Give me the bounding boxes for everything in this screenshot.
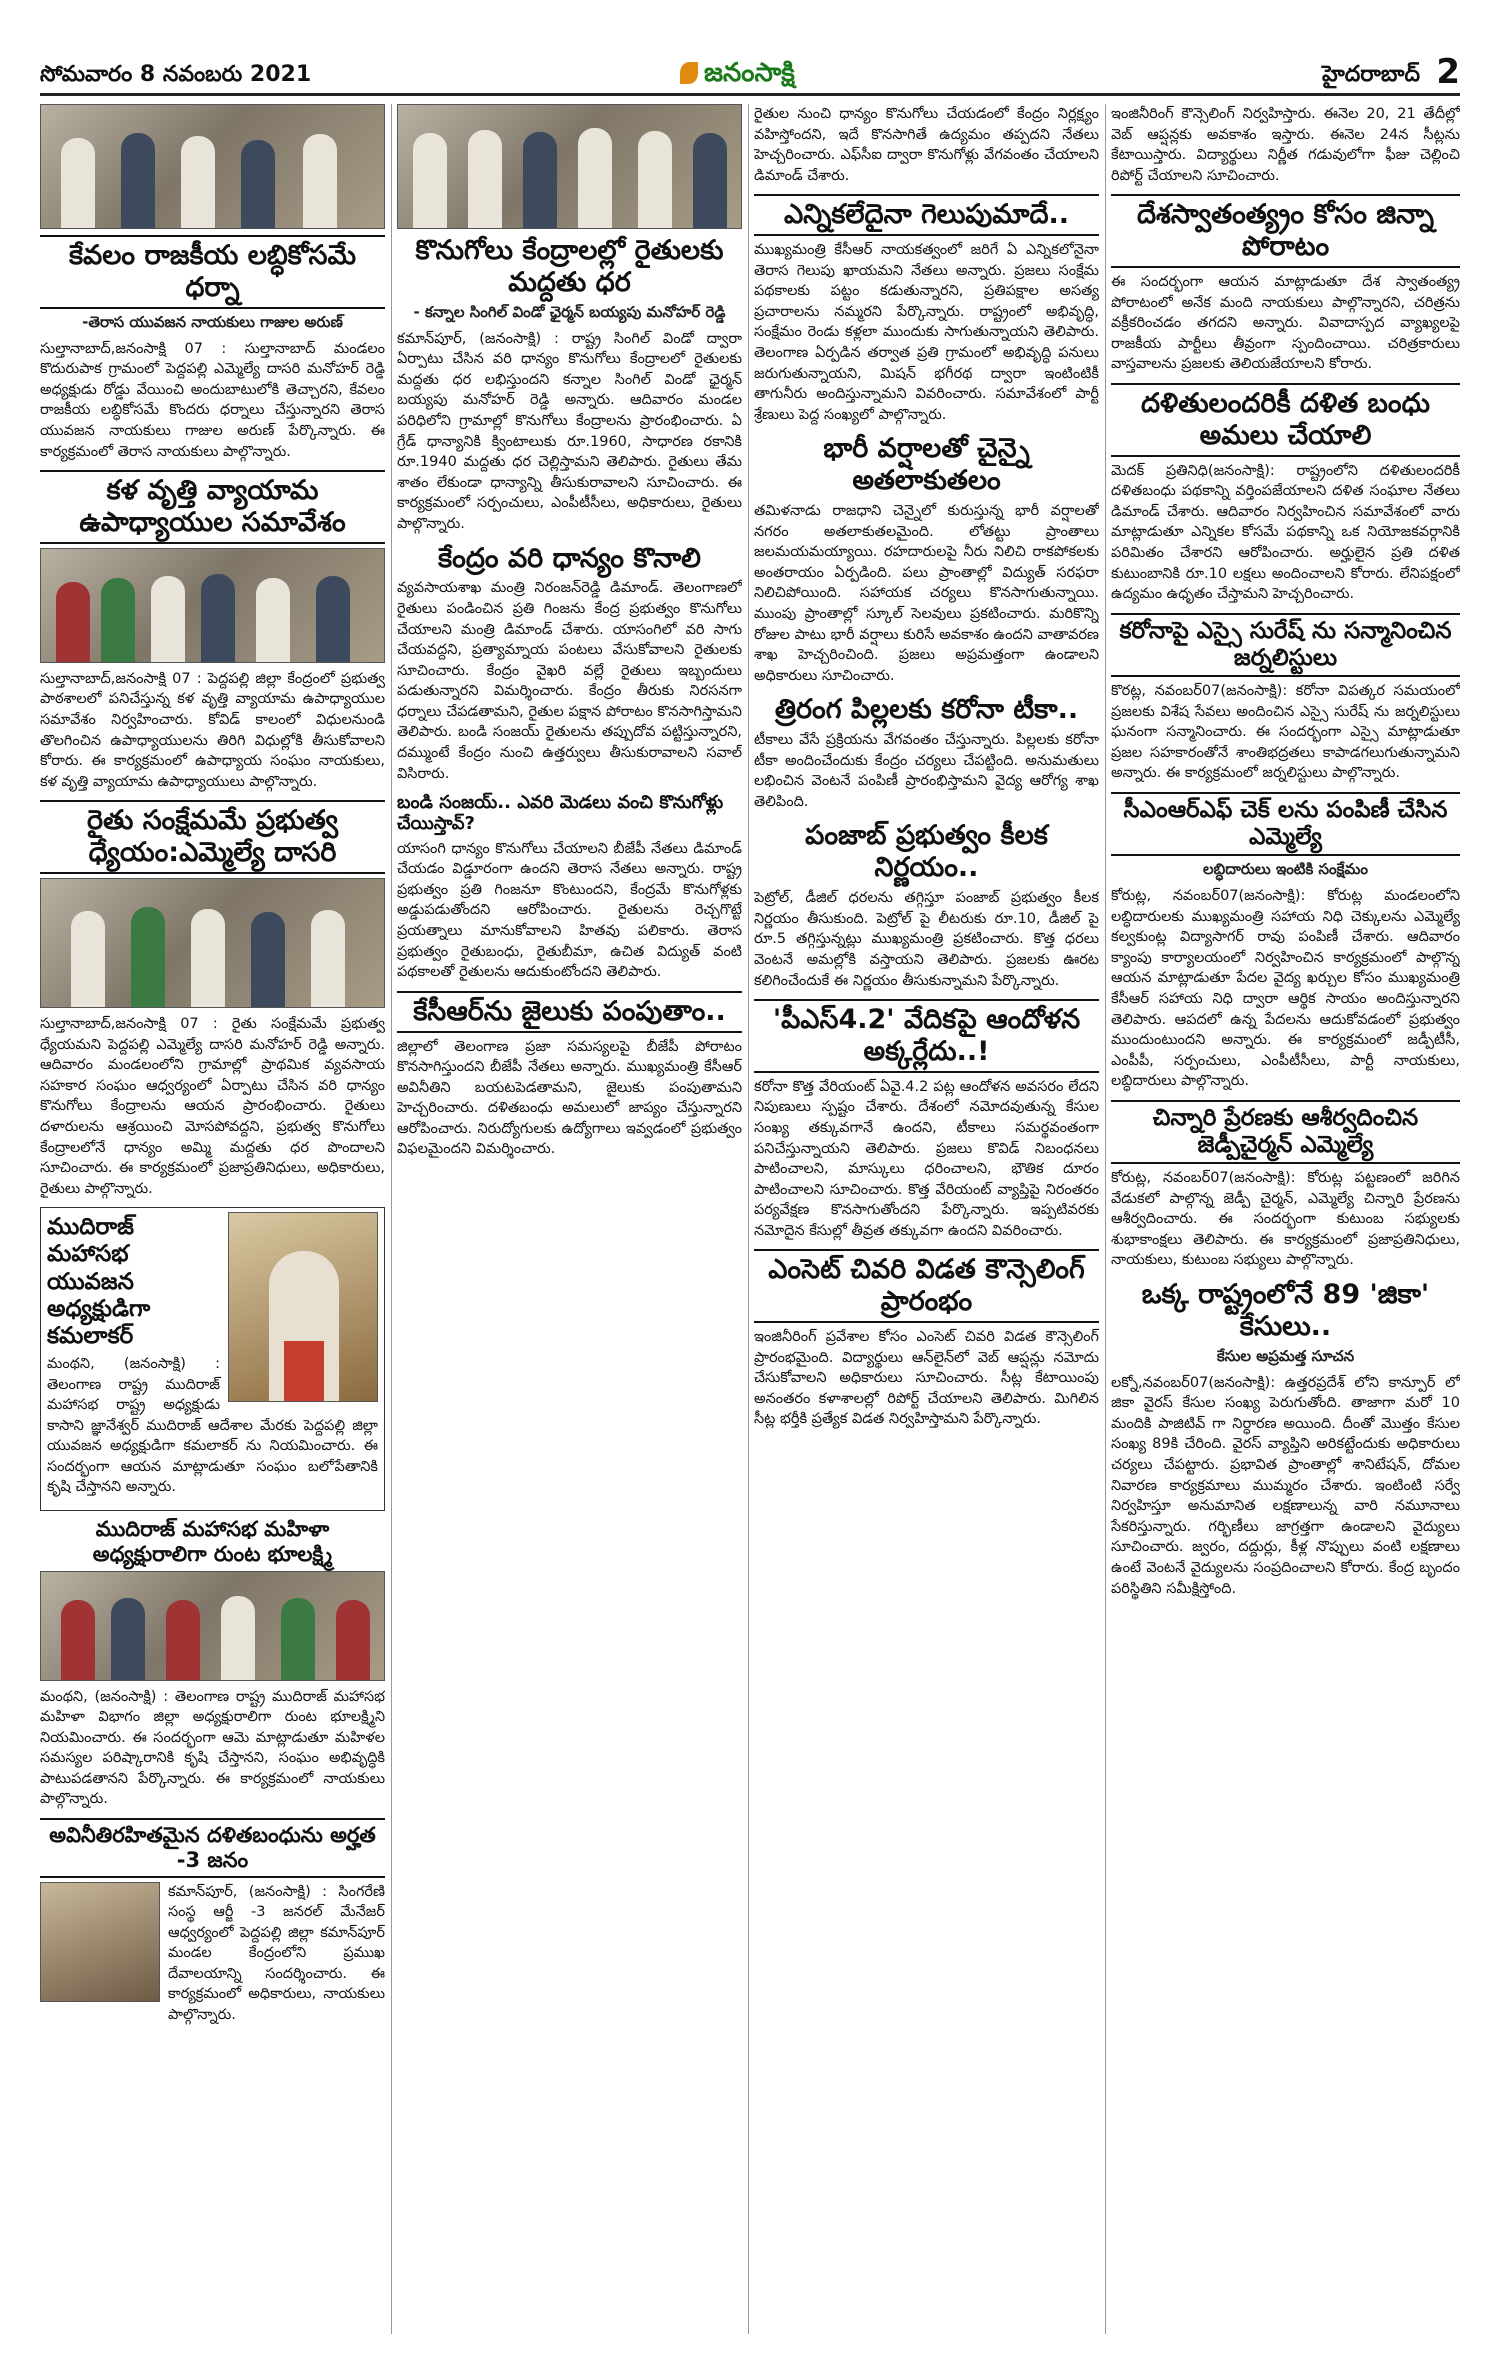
article-body: యాసంగి ధాన్యం కొనుగోలు చేయాలని బీజేపీ నేతలు డిమాండ్ చేయడం విడ్డూరంగా ఉందని తెరాస నేతలు అన్నారు. రాష్ట్ర ప్రభుత్వం ప్రతి గింజనూ కొంటుందని, కేంద్రమే కొనుగోళ్లకు అడ్డుపడుతోందని ఆరోపించారు. రైతులను రెచ్చగొట్టే ప్రయత్నాలు మానుకోవాలని హితవు పలికారు. తెరాస ప్రభుత్వం రైతుబంధు, రైతుబీమా, ఉచిత విద్యుత్ వంటి పథకాలతో రైతులను ఆదుకుంటోందని తెలిపారు. bbox=[397, 840, 742, 981]
news-photo-youth-leaders bbox=[40, 104, 385, 229]
newspaper-logo bbox=[680, 58, 795, 94]
article-headline: కేవలం రాజకీయ లబ్ధికోసమే ధర్నా bbox=[40, 235, 385, 309]
article-body: ఇంజినీరింగ్ కౌన్సెలింగ్ నిర్వహిస్తారు. ఈనెల 20, 21 తేదీల్లో వెబ్ ఆప్షన్లకు అవకాశం ఇస్తారు. ఈనెల 24న సీట్లను కేటాయిస్తారు. విద్యార్థులు నిర్ణీత గడువులోగా ఫీజు చెల్లించి రిపోర్ట్ చేయాలని సూచించారు. bbox=[1111, 106, 1460, 184]
article-headline: ముదిరాజ్ మహాసభ మహిళా అధ్యక్షురాలిగా రుంట భూలక్ష్మి bbox=[92, 1516, 333, 1566]
article-headline: దళితులందరికీ దళిత బంధు అమలు చేయాలి bbox=[1111, 383, 1460, 457]
article-headline: కొనుగోలు కేంద్రాలల్లో రైతులకు మద్దతు ధర bbox=[415, 235, 724, 298]
article-headline: ఎన్నికలేదైనా గెలుపుమాదే.. bbox=[754, 194, 1099, 236]
news-photo-women-wing bbox=[40, 1571, 385, 1681]
article-body: వ్యవసాయశాఖ మంత్రి నిరంజన్‌రెడ్డి డిమాండ్. తెలంగాణలో రైతులు పండించిన ప్రతి గింజను కేంద్ర ప్రభుత్వం కొనుగోలు చేయాలని మంత్రి డిమాండ్ చేశారు. యాసంగిలో వరి సాగు చేయవద్దని, ప్రత్యామ్నాయ పంటలు వేసుకోవాలని రైతులకు సూచించారు. కేంద్రం వైఖరి వల్లే రైతులు ఇబ్బందులు పడుతున్నారని విమర్శించారు. కేంద్రం తీరుకు నిరసనగా ధర్నాలు చేపడతామని, రైతుల పక్షాన పోరాటం కొనసాగిస్తామని తెలిపారు. బండి సంజయ్ రైతులను తప్పుదోవ పట్టిస్తున్నారని, దమ్ముంటే కేంద్రం నుంచి ఉత్తర్వులు తీసుకురావాలని సవాల్ విసిరారు. bbox=[397, 580, 742, 782]
article-body: జిల్లాలో తెలంగాణ ప్రజా సమస్యలపై బీజేపీ పోరాటం కొనసాగిస్తుందని బీజేపీ నేతలు అన్నారు. ముఖ్యమంత్రి కేసీఆర్ అవినీతిని బయటపెడతామని, జైలుకు పంపుతామని హెచ్చరించారు. దళితబంధు అమలులో జాప్యం చేస్తున్నారని ఆరోపించారు. నిరుద్యోగులకు ఉద్యోగాలు ఇవ్వడంలో ప్రభుత్వం విఫలమైందని విమర్శించారు. bbox=[397, 1038, 742, 1158]
page-number: 2 bbox=[1436, 52, 1460, 92]
article-body: తమిళనాడు రాజధాని చెన్నైలో కురుస్తున్న భారీ వర్షాలతో నగరం అతలాకుతలమైంది. లోతట్టు ప్రాంతాలు జలమయమయ్యాయి. రహదారులపై నీరు నిలిచి రాకపోకలకు అంతరాయం ఏర్పడింది. పలు ప్రాంతాల్లో విద్యుత్ సరఫరా నిలిచిపోయింది. సహాయక చర్యలు కొనసాగుతున్నాయి. ముంపు ప్రాంతాల్లో స్కూల్ సెలవులు ప్రకటించారు. మరికొన్ని రోజుల పాటు భారీ వర్షాలు కురిసే అవకాశం ఉందని వాతావరణ శాఖ హెచ్చరించింది. ప్రజలు అప్రమత్తంగా ఉండాలని అధికారులు సూచించారు. bbox=[754, 503, 1099, 684]
leaf-icon bbox=[680, 62, 698, 84]
news-photo-paddy-centre bbox=[397, 104, 742, 229]
article-body: కమాన్‌పూర్, (జనంసాక్షి) : సింగరేణి సంస్థ ఆర్జీ -3 జనరల్ మేనేజర్ ఆధ్వర్యంలో పెద్దపల్లి జిల్లా కమాన్‌పూర్ మండల కేంద్రంలోని ప్రముఖ దేవాలయాన్ని సందర్శించారు. ఈ కార్యక్రమంలో అధికారులు, నాయకులు పాల్గొన్నారు. bbox=[168, 1883, 385, 2023]
news-photo-teachers-meeting bbox=[40, 548, 385, 663]
column-divider bbox=[391, 104, 392, 2334]
article-body: మంథని, (జనంసాక్షి) : తెలంగాణ రాష్ట్ర ముదిరాజ్ మహాసభ మహిళా విభాగం జిల్లా అధ్యక్షురాలిగా రుంట భూలక్ష్మిని నియమించారు. ఈ సందర్భంగా ఆమె మాట్లాడుతూ మహిళల సమస్యల పరిష్కారానికి కృషి చేస్తానని, సంఘం అభివృద్ధికి పాటుపడతానని పేర్కొన్నారు. ఈ కార్యక్రమంలో నాయకులు పాల్గొన్నారు. bbox=[40, 1688, 385, 1808]
article-headline: చిన్నారి ప్రేరణకు ఆశీర్వదించిన జెడ్పీచైర్మన్ ఎమ్మెల్యే bbox=[1111, 1100, 1460, 1164]
edition-city: హైదరాబాద్ bbox=[1322, 62, 1420, 87]
article-body: కోరుట్ల, నవంబర్07(జనంసాక్షి): కోరుట్ల మండలంలోని లబ్ధిదారులకు ముఖ్యమంత్రి సహాయ నిధి చెక్కులను ఎమ్మెల్యే కల్వకుంట్ల విద్యాసాగర్ రావు పంపిణీ చేశారు. ఆదివారం క్యాంపు కార్యాలయంలో నిర్వహించిన కార్యక్రమంలో పాల్గొన్న ఆయన మాట్లాడుతూ పేదల వైద్య ఖర్చుల కోసం ముఖ్యమంత్రి కేసీఆర్ సహాయ నిధి ద్వారా ఆర్థిక సాయం అందిస్తున్నారని తెలిపారు. ఆపదలో ఉన్న పేదలను ఆదుకోవడంలో ప్రభుత్వం ముందుంటుందని అన్నారు. ఈ కార్యక్రమంలో జడ్పీటీసీ, ఎంపీపీ, సర్పంచులు, ఎంపీటీసీలు, పార్టీ నాయకులు, లబ్ధిదారులు పాల్గొన్నారు. bbox=[1111, 888, 1460, 1090]
article-body: కోరుట్ల, నవంబర్07(జనంసాక్షి): కోరుట్ల పట్టణంలో జరిగిన వేడుకలో పాల్గొన్న జెడ్పీ చైర్మన్, ఎమ్మెల్యే చిన్నారి ప్రేరణను ఆశీర్వదించారు. ఈ సందర్భంగా కుటుంబ సభ్యులకు శుభాకాంక్షలు తెలిపారు. ఈ కార్యక్రమంలో ప్రజాప్రతినిధులు, నాయకులు, కుటుంబ సభ్యులు పాల్గొన్నారు. bbox=[1111, 1170, 1460, 1269]
article-headline: భారీ వర్షాలతో చైన్నై అతలాకుతలం bbox=[823, 433, 1030, 497]
article-body: కరోనా కొత్త వేరియంట్ ఏవై.4.2 పట్ల ఆందోళన అవసరం లేదని నిపుణులు స్పష్టం చేశారు. దేశంలో నమోదవుతున్న కేసుల సంఖ్య తక్కువగానే ఉందని, టీకాలు సమర్థవంతంగా పనిచేస్తున్నాయని తెలిపారు. ప్రజలు కొవిడ్ నిబంధనలు పాటించాలని, మాస్కులు ధరించాలని, భౌతిక దూరం పాటించాలని సూచించారు. కొత్త వేరియంట్ వ్యాప్తిపై నిరంతరం పర్యవేక్షణ కొనసాగుతోందని పేర్కొన్నారు. ఇప్పటివరకు నమోదైన కేసుల్లో తీవ్రత తక్కువగా ఉందని వివరించారు. bbox=[754, 1078, 1099, 1239]
article-body: మంథని, (జనంసాక్షి) : తెలంగాణ రాష్ట్ర ముదిరాజ్ మహాసభ రాష్ట్ర అధ్యక్షుడు కాసాని జ్ఞానేశ్వర్ ముదిరాజ్ ఆదేశాల మేరకు పెద్దపల్లి జిల్లా యువజన అధ్యక్షుడిగా కమలాకర్ ను నియమించారు. ఈ సందర్భంగా ఆయన మాట్లాడుతూ సంఘం బలోపేతానికి కృషి చేస్తానని అన్నారు. bbox=[47, 1355, 378, 1496]
article-body: లక్నో,నవంబర్07(జనంసాక్షి): ఉత్తరప్రదేశ్ లోని కాన్పూర్ లో జికా వైరస్ కేసుల సంఖ్య పెరుగుతోంది. తాజాగా మరో 10 మందికి పాజిటివ్ గా నిర్ధారణ అయింది. దీంతో మొత్తం కేసుల సంఖ్య 89కి చేరింది. వైరస్ వ్యాప్తిని అరికట్టేందుకు అధికారులు చర్యలు చేపట్టారు. ప్రభావిత ప్రాంతాల్లో శానిటేషన్, దోమల నివారణ కార్యక్రమాలు ముమ్మరం చేశారు. ఇంటింటి సర్వే నిర్వహిస్తూ అనుమానిత లక్షణాలున్న వారి నమూనాలు సేకరిస్తున్నారు. గర్భిణీలు జాగ్రత్తగా ఉండాలని వైద్యులు సూచించారు. జ్వరం, దద్దుర్లు, కీళ్ల నొప్పులు వంటి లక్షణాలు ఉంటే వెంటనే వైద్యులను సంప్రదించాలని కోరారు. కేంద్ర బృందం పరిస్థితిని సమీక్షిస్తోంది. bbox=[1111, 1374, 1460, 1597]
article-headline: పంజాబ్ ప్రభుత్వం కీలక నిర్ణయం.. bbox=[805, 820, 1048, 884]
article-headline: కేంద్రం వరి ధాన్యం కొనాలి bbox=[438, 542, 701, 574]
column-1 bbox=[40, 104, 385, 2334]
article-body: సుల్తానాబాద్,జనంసాక్షి 07 : సుల్తానాబాద్ మండలం కొదురుపాక గ్రామంలో పెద్దపల్లి ఎమ్మెల్యే దాసరి మనోహర్ రెడ్డి అధ్యక్షుడు రోడ్డు వేయించి అందుబాటులోకి తెచ్చారని, కేవలం రాజకీయ లబ్ధికోసమే కొందరు ధర్నాలు చేస్తున్నారని తెరాస యువజన నాయకులు గాజుల అరుణ్ పేర్కొన్నారు. ఈ కార్యక్రమంలో తెరాస నాయకులు పాల్గొన్నారు. bbox=[40, 340, 385, 460]
article-box bbox=[40, 1207, 385, 1511]
article-subheadline: -తెరాస యువజన నాయకులు గాజుల అరుణ్ bbox=[82, 312, 343, 331]
column-2 bbox=[397, 104, 742, 2334]
article-body: మెదక్ ప్రతినిధి(జనంసాక్షి): రాష్ట్రంలోని దళితులందరికీ దళితబంధు పథకాన్ని వర్తింపజేయాలని దళిత సంఘాల నేతలు డిమాండ్ చేశారు. ఆదివారం నిర్వహించిన సమావేశంలో వారు మాట్లాడుతూ ఎన్నికల కోసమే పథకాన్ని ఒక నియోజకవర్గానికి పరిమితం చేశారని ఆరోపించారు. అర్హులైన ప్రతి దళిత కుటుంబానికి రూ.10 లక్షలు అందించాలని కోరారు. లేనిపక్షంలో ఉద్యమం ఉధృతం చేస్తామని హెచ్చరించారు. bbox=[1111, 462, 1460, 603]
article-subheadline: - కన్నాల సింగిల్ విండో ఛైర్మన్ బయ్యపు మనోహర్ రెడ్డి bbox=[413, 302, 726, 321]
article-headline: ఒక్క రాష్ట్రంలోనే 89 'జికా' కేసులు.. bbox=[1141, 1279, 1430, 1342]
article-body: టీకాలు వేసే ప్రక్రియను వేగవంతం చేస్తున్నారు. పిల్లలకు కరోనా టీకా అందించేందుకు కేంద్రం చర్యలు చేపట్టింది. అనుమతులు లభించిన వెంటనే పంపిణీ ప్రారంభిస్తామని వైద్య ఆరోగ్య శాఖ తెలిపింది. bbox=[754, 732, 1099, 810]
column-divider bbox=[748, 104, 749, 2334]
article-headline: సీఎంఆర్ఎఫ్ చెక్ లను పంపిణీ చేసిన ఎమ్మెల్యే bbox=[1111, 792, 1460, 856]
logo-text: జనంసాక్షి bbox=[704, 58, 795, 88]
article-headline: ముదిరాజ్ మహాసభ యువజన అధ్యక్షుడిగా కమలాకర్ bbox=[47, 1214, 151, 1349]
article-headline: రైతు సంక్షేమమే ప్రభుత్వ ధ్యేయం:ఎమ్మెల్యే దాసరి bbox=[40, 800, 385, 874]
column-divider bbox=[1105, 104, 1106, 2334]
article-body: కొరట్ల, నవంబర్07(జనంసాక్షి): కరోనా విపత్కర సమయంలో ప్రజలకు విశేష సేవలు అందించిన ఎస్సై సురేష్ ను జర్నలిస్టులు ఘనంగా సన్మానించారు. ఈ సందర్భంగా ఎస్సై మాట్లాడుతూ ప్రజల సహకారంతోనే శాంతిభద్రతలు కాపాడగలుగుతున్నామని అన్నారు. ఈ కార్యక్రమంలో జర్నలిస్టులు పాల్గొన్నారు. bbox=[1111, 682, 1460, 782]
news-photo-temple-visit bbox=[40, 1882, 160, 2002]
article-body: సుల్తానాబాద్,జనంసాక్షి 07 : రైతు సంక్షేమమే ప్రభుత్వ ధ్యేయమని పెద్దపల్లి ఎమ్మెల్యే దాసరి మనోహర్ రెడ్డి అన్నారు. ఆదివారం మండలంలోని గ్రామాల్లో ప్రాథమిక వ్యవసాయ సహకార సంఘం ఆధ్వర్యంలో ఏర్పాటు చేసిన వరి ధాన్యం కొనుగోలు కేంద్రాలను ఆయన ప్రారంభించారు. రైతులు దళారులను ఆశ్రయించి మోసపోవద్దని, ప్రభుత్వ కొనుగోలు కేంద్రాలలోనే ధాన్యం అమ్మి మద్దతు ధర పొందాలని సూచించారు. ఈ కార్యక్రమంలో ప్రజాప్రతినిధులు, అధికారులు, రైతులు పాల్గొన్నారు. bbox=[40, 1016, 385, 1197]
article-subheadline: కేసుల అప్రమత్త సూచన bbox=[1216, 1346, 1355, 1365]
article-headline: త్రిరంగ పిల్లలకు కరోనా టీకా.. bbox=[774, 694, 1079, 726]
article-headline: కరోనాపై ఎస్సై సురేష్ ను సన్మానించిన జర్నలిస్టులు bbox=[1111, 613, 1460, 677]
column-3 bbox=[754, 104, 1099, 2334]
column-4 bbox=[1111, 104, 1460, 2334]
article-body: ఈ సందర్భంగా ఆయన మాట్లాడుతూ దేశ స్వాతంత్య్ర పోరాటంలో అనేక మంది నాయకులు పాల్గొన్నారని, చరిత్రను వక్రీకరించడం తగదని అన్నారు. వివాదాస్పద వ్యాఖ్యలపై రాజకీయ పార్టీలు తీవ్రంగా స్పందించాయి. చరిత్రకారులు వాస్తవాలను ప్రజలకు తెలియజేయాలని కోరారు. bbox=[1111, 274, 1460, 373]
article-headline: అవినీతిరహితమైన దళితబంధును అర్హత -3 జనం bbox=[40, 1818, 385, 1878]
article-body: కమాన్‌పూర్, (జనంసాక్షి) : రాష్ట్ర సింగిల్ విండో ద్వారా ఏర్పాటు చేసిన వరి ధాన్యం కొనుగోలు కేంద్రాలలో రైతులకు మద్దతు ధర లభిస్తుందని కన్నాల సింగిల్ విండో ఛైర్మన్ బయ్యపు మనోహర్ రెడ్డి అన్నారు. ఆదివారం మండల పరిధిలోని గ్రామాల్లో కొనుగోలు కేంద్రాలను ప్రారంభించారు. ఏ గ్రేడ్ ధాన్యానికి క్వింటాలుకు రూ.1960, సాధారణ రకానికి రూ.1940 మద్దతు ధర చెల్లిస్తామని తెలిపారు. రైతులు తేమ శాతం లేకుండా ధాన్యాన్ని తీసుకురావాలని సూచించారు. ఈ కార్యక్రమంలో సర్పంచులు, ఎంపీటీసీలు, అధికారులు, రైతులు పాల్గొన్నారు. bbox=[397, 330, 742, 532]
portrait-photo bbox=[228, 1212, 378, 1402]
article-body: ముఖ్యమంత్రి కేసీఆర్ నాయకత్వంలో జరిగే ఏ ఎన్నికలోనైనా తెరాస గెలుపు ఖాయమని నేతలు అన్నారు. ప్రజలు సంక్షేమ పథకాలకు పట్టం కడుతున్నారని, ప్రతిపక్షాల అసత్య ప్రచారాలను నమ్మరని పేర్కొన్నారు. రాష్ట్రంలో అభివృద్ధి, సంక్షేమం రెండు కళ్లలా ముందుకు సాగుతున్నాయని తెలిపారు. తెలంగాణ ఏర్పడిన తర్వాత ప్రతి గ్రామంలో అభివృద్ధి పనులు జరుగుతున్నాయని, మిషన్ భగీరథ ద్వారా ఇంటింటికీ తాగునీరు అందిస్తున్నామని వివరించారు. సమావేశంలో పార్టీ శ్రేణులు పెద్ద సంఖ్యలో పాల్గొన్నారు. bbox=[754, 242, 1099, 423]
article-headline: దేశస్వాతంత్య్రం కోసం జిన్నా పోరాటం bbox=[1111, 194, 1460, 268]
article-body: ఇంజినీరింగ్ ప్రవేశాల కోసం ఎంసెట్ చివరి విడత కౌన్సెలింగ్ ప్రారంభమైంది. విద్యార్థులు ఆన్‌లైన్‌లో వెబ్ ఆప్షన్లు నమోదు చేసుకోవాలని అధికారులు సూచించారు. సీట్ల కేటాయింపు అనంతరం కళాశాలల్లో రిపోర్ట్ చేయాలని తెలిపారు. మిగిలిన సీట్ల భర్తీకి ప్రత్యేక విడత నిర్వహిస్తామని పేర్కొన్నారు. bbox=[754, 1329, 1099, 1428]
article-headline: బండి సంజయ్.. ఎవరి మెడలు వంచి కొనుగోళ్లు చేయిస్తావ్? bbox=[397, 792, 724, 835]
masthead bbox=[40, 52, 1460, 96]
news-photo-mla-event bbox=[40, 878, 385, 1008]
article-headline: కళ వృత్తి వ్యాయామ ఉపాధ్యాయుల సమావేశం bbox=[40, 470, 385, 544]
article-body: రైతుల నుంచి ధాన్యం కొనుగోలు చేయడంలో కేంద్రం నిర్లక్ష్యం వహిస్తోందని, ఇదే కొనసాగితే ఉద్యమం తప్పదని నేతలు హెచ్చరించారు. ఎఫ్‌సీఐ ద్వారా కొనుగోళ్లు వేగవంతం చేయాలని డిమాండ్ చేశారు. bbox=[754, 106, 1099, 184]
article-headline: ఎంసెట్ చివరి విడత కౌన్సెలింగ్ ప్రారంభం bbox=[754, 1249, 1099, 1323]
article-headline: కేసీఆర్‌ను జైలుకు పంపుతాం.. bbox=[397, 991, 742, 1033]
article-subheadline: లబ్ధిదారులు ఇంటికి సంక్షేమం bbox=[1203, 860, 1368, 879]
article-body: పెట్రోల్, డీజిల్ ధరలను తగ్గిస్తూ పంజాబ్ ప్రభుత్వం కీలక నిర్ణయం తీసుకుంది. పెట్రోల్ పై లీటరుకు రూ.10, డీజిల్ పై రూ.5 తగ్గిస్తున్నట్లు ముఖ్యమంత్రి ప్రకటించారు. కొత్త ధరలు వెంటనే అమల్లోకి వస్తాయని తెలిపారు. ప్రజలకు ఊరట కలిగించేందుకే ఈ నిర్ణయం తీసుకున్నామని పేర్కొన్నారు. bbox=[754, 890, 1099, 989]
article-headline: 'పీఎస్4.2' వేదికపై ఆందోళన అక్కర్లేదు..! bbox=[754, 999, 1099, 1073]
issue-date: సోమవారం 8 నవంబరు 2021 bbox=[40, 62, 312, 87]
article-body: సుల్తానాబాద్,జనంసాక్షి 07 : పెద్దపల్లి జిల్లా కేంద్రంలో ప్రభుత్వ పాఠశాలలో పనిచేస్తున్న కళ వృత్తి వ్యాయామ ఉపాధ్యాయుల సమావేశం నిర్వహించారు. కోవిడ్ కాలంలో విధులనుండి తొలగించిన ఉపాధ్యాయులను తిరిగి విధుల్లోకి తీసుకోవాలని కోరారు. ఈ కార్యక్రమంలో ఉపాధ్యాయ సంఘం నాయకులు, కళ వృత్తి వ్యాయామ ఉపాధ్యాయులు పాల్గొన్నారు. bbox=[40, 670, 385, 790]
